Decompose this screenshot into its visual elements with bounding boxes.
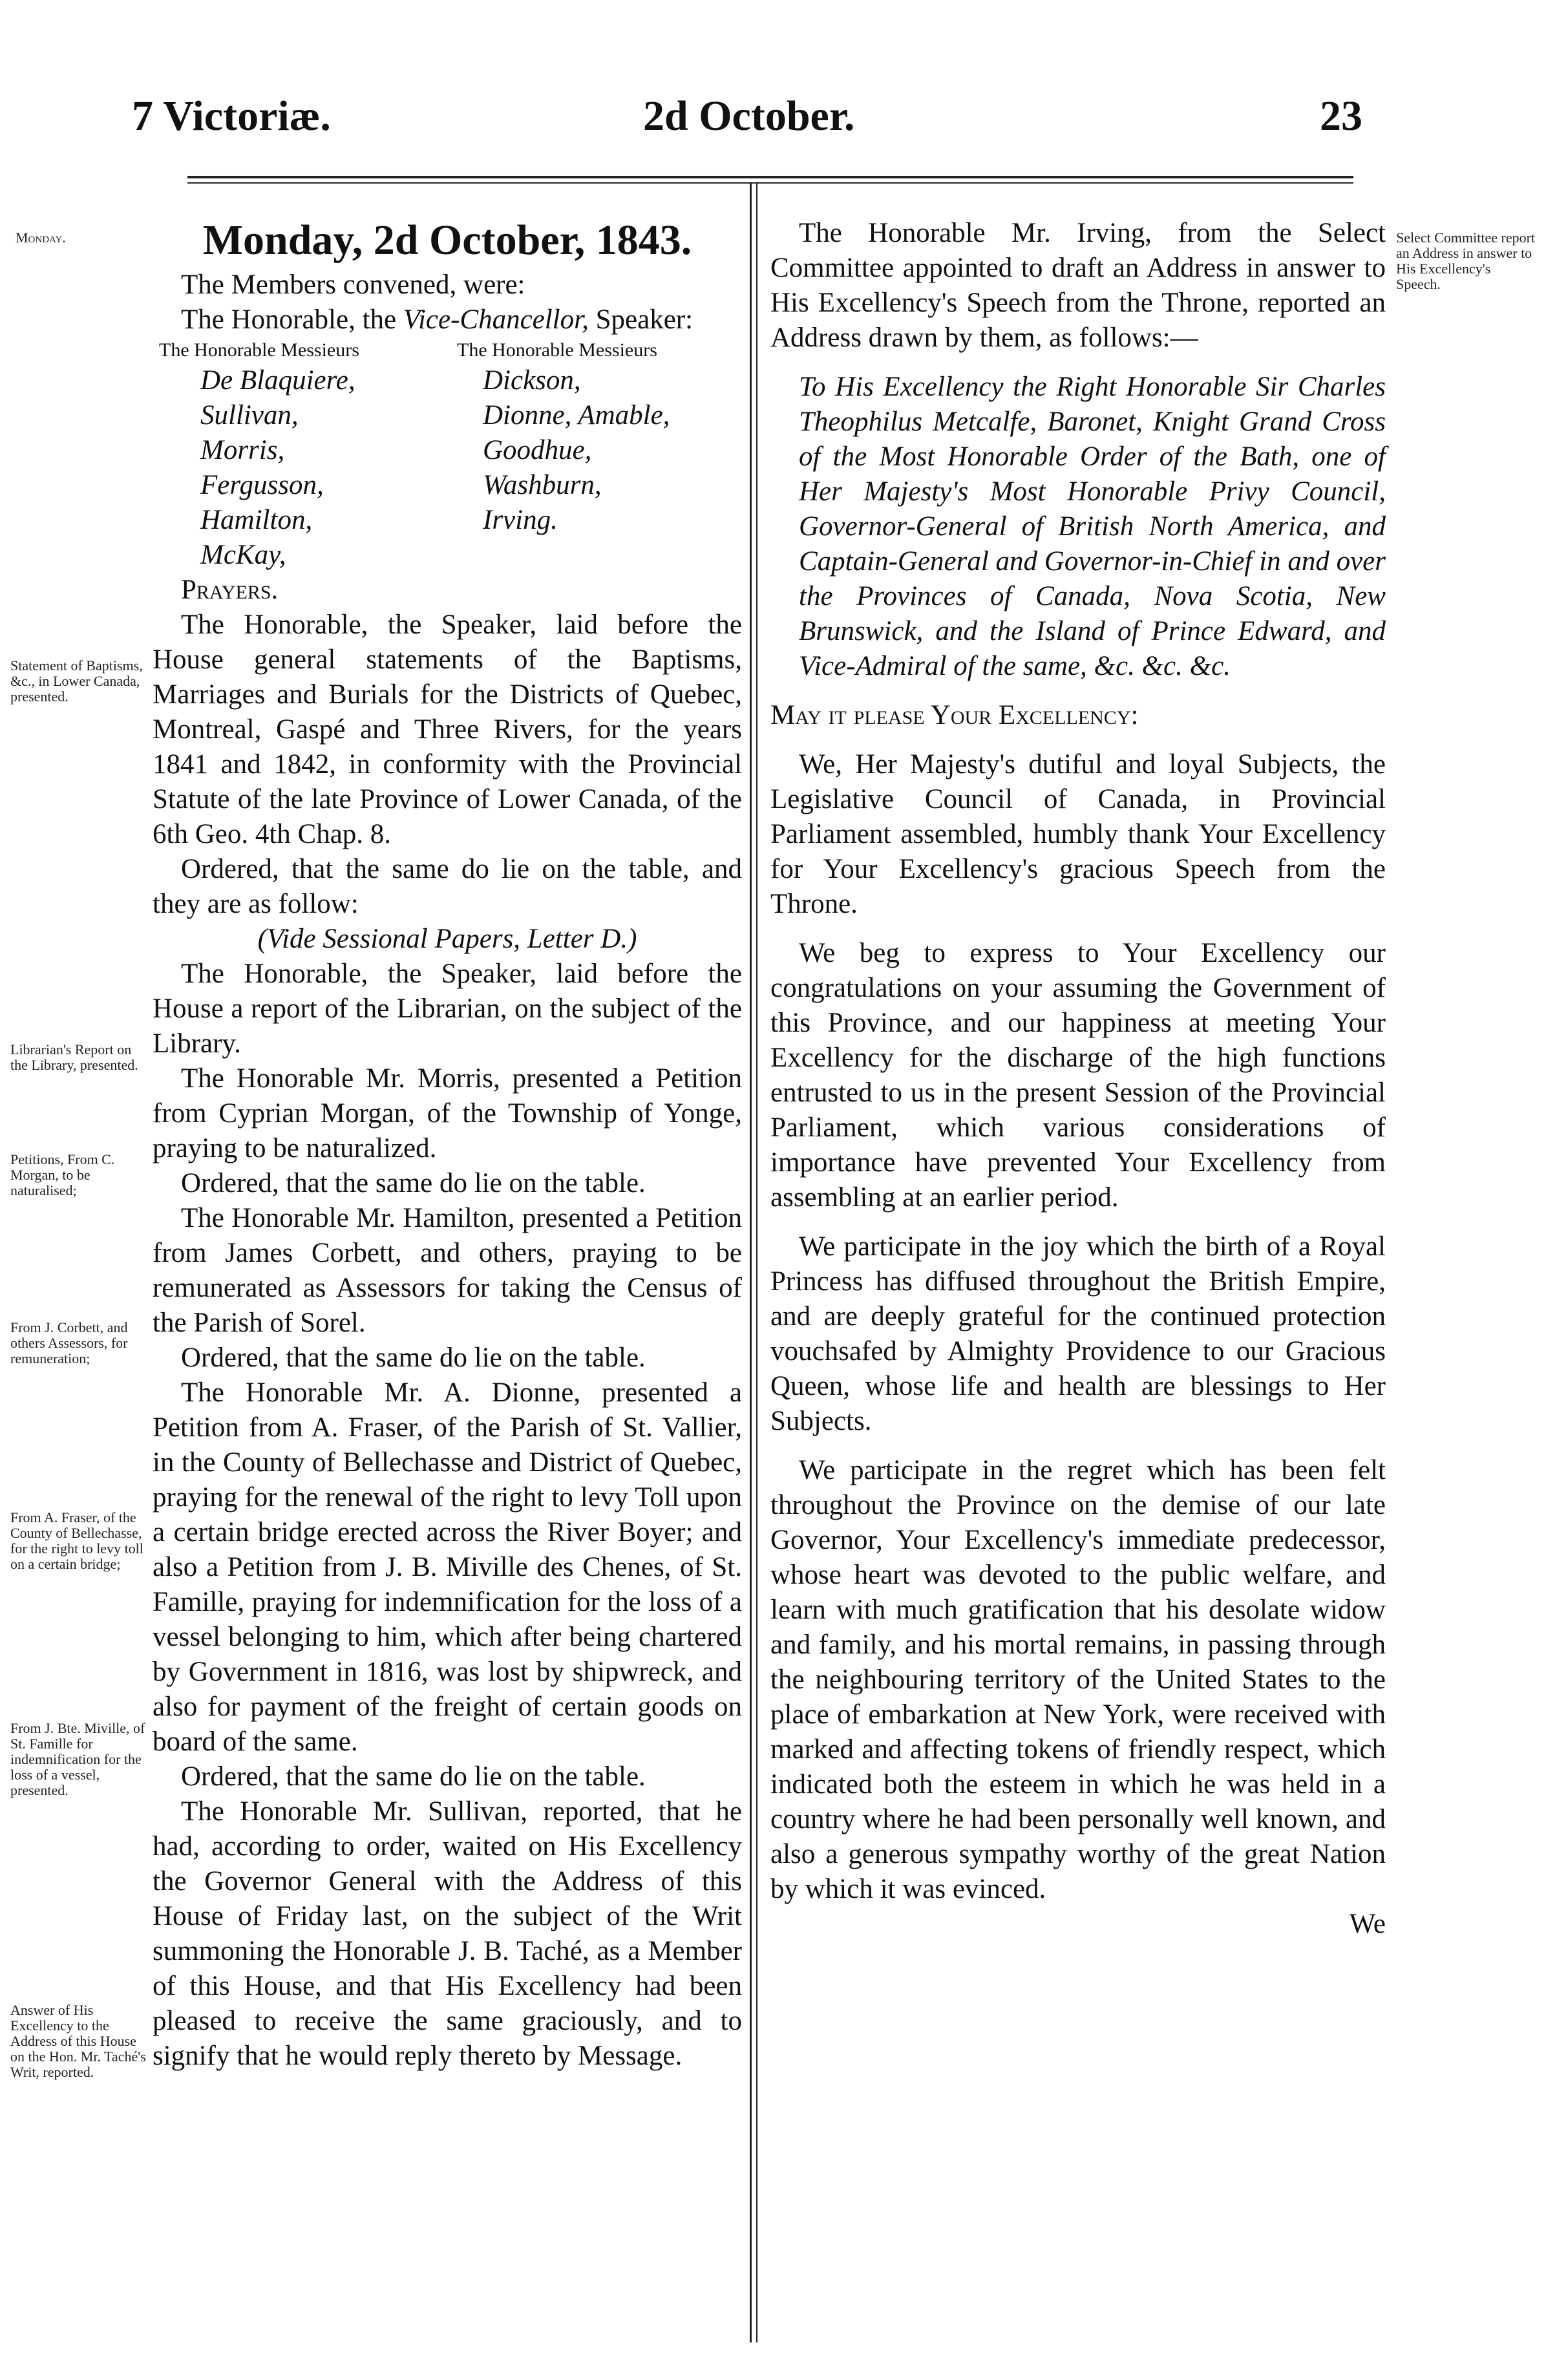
members-list <box>159 337 742 573</box>
members-convened: The Members convened, were: <box>181 270 525 300</box>
ordered-fraser: Ordered, that the same do lie on the table. <box>181 1761 646 1792</box>
paragraph-petition-fraser: The Honorable Mr. A. Dionne, presented a Petition from A. Fraser, of the Parish of St. Vallier, in the County of Bellechasse and District of Quebec, praying for the renewal of the right to levy Toll upon a certain bridge erected across the River Boyer; and also a Petition from J. B. Miville des Chenes, of St. Famille, praying for indemnification for the loss of a vessel belonging to him, which after being chartered by Government in 1816, was lost by shipwreck, and also for payment of the freight of certain goods on board of the same. <box>153 1377 742 1757</box>
address-paragraph-1: We, Her Majesty's dutiful and loyal Subjects, the Legislative Council of Canada, in Provincial Parliament assembled, humbly thank Your Excellency for Your Excellency's gracious Speech from the Throne. <box>770 749 1386 919</box>
member-name: Goodhue, <box>483 435 592 465</box>
margin-note-answer-address: Answer of His Excellency to the Address of this House on the Hon. Mr. Taché's Writ, reported. <box>10 2002 146 2080</box>
address-paragraph-2: We beg to express to Your Excellency our congratulations on your assuming the Government of this Province, and our happiness at meeting Your Excellency for the discharge of the high functions entrusted to us in the present Session of the Provincial Parliament, which various considerations of importance have prevented Your Excellency from assembling at an earlier period. <box>770 938 1386 1213</box>
prayers-heading: Prayers. <box>181 575 279 605</box>
member-name: Morris, <box>200 435 285 465</box>
member-name: Fergusson, <box>200 470 324 500</box>
member-name: Washburn, <box>483 470 602 500</box>
paragraph-irving-report: The Honorable Mr. Irving, from the Select Committee appointed to draft an Address in answer to His Excellency's Speech from the Throne, reported an Address drawn by them, as follows:— <box>770 218 1386 353</box>
margin-note-statement-baptisms: Statement of Baptisms, &c., in Lower Canada, presented. <box>10 657 143 705</box>
paragraph-sullivan-report: The Honorable Mr. Sullivan, reported, that he had, according to order, waited on His Excellency the Governor General with the Address of this House of Friday last, on the subject of the Writ summoning the Honorable J. B. Taché, as a Member of this House, and that His Excellency had been pleased to receive the same graciously, and to signify that he would reply thereto by Message. <box>153 1796 742 2071</box>
paragraph-petition-corbett: The Honorable Mr. Hamilton, presented a Petition from James Corbett, and others, praying to be remunerated as Assessors for taking the Census of the Parish of Sorel. <box>153 1203 742 1338</box>
header-page-number: 23 <box>1320 92 1362 140</box>
address-salutation: May it please Your Excellency: <box>770 700 1139 730</box>
header-rule-bottom <box>187 182 1353 184</box>
ordered-statements: Ordered, that the same do lie on the table, and they are as follow: <box>153 854 742 919</box>
margin-note-petition-morgan: Petitions, From C. Morgan, to be naturalised; <box>10 1151 115 1198</box>
speaker-line: The Honorable, the Vice-Chancellor, Speaker: <box>181 304 694 335</box>
margin-note-day: Monday. <box>16 229 66 246</box>
vide-sessional-papers: (Vide Sessional Papers, Letter D.) <box>257 924 637 954</box>
member-name: Hamilton, <box>200 505 313 535</box>
members-list-right: The Honorable Messieurs Dickson, Dionne, Amable, Goodhue, Washburn, Irving. <box>457 337 742 573</box>
member-name: Dickson, <box>483 365 581 396</box>
header-rule-top <box>187 176 1353 178</box>
member-name: De Blaquiere, <box>200 365 355 396</box>
header-date: 2d October. <box>643 92 855 140</box>
member-name: Irving. <box>483 505 558 535</box>
paragraph-statements: The Honorable, the Speaker, laid before the House general statements of the Baptisms, Marriages and Burials for the Districts of Quebec, Montreal, Gaspé and Three Rivers, for the years 1841 and 1842, in conformity with the Provincial Statute of the late Province of Lower Canada, of the 6th Geo. 4th Chap. 8. <box>153 610 742 849</box>
ordered-corbett: Ordered, that the same do lie on the table. <box>181 1343 646 1373</box>
column-divider-right <box>756 184 757 2343</box>
paragraph-librarian: The Honorable, the Speaker, laid before the House a report of the Librarian, on the subject of the Library. <box>153 959 742 1059</box>
margin-note-select-committee: Select Committee report an Address in answer to His Excellency's Speech. <box>1396 229 1536 292</box>
margin-note-petition-fraser: From A. Fraser, of the County of Bellechasse, for the right to levy toll on a certain bridge; <box>10 1509 143 1572</box>
member-name: McKay, <box>200 540 286 570</box>
right-column <box>770 216 1386 1942</box>
member-name: Dionne, Amable, <box>483 400 670 430</box>
catchword: We <box>1349 1909 1386 1939</box>
address-paragraph-4: We participate in the regret which has been felt throughout the Province on the demise of our late Governor, Your Excellency's immediate predecessor, whose heart was devoted to the public welfare, and learn with much gratification that his desolate widow and family, and his mortal remains, in passing through the neighbouring territory of the United States to the place of embarkation at New York, were received with marked and affecting tokens of friendly respect, which indicated both the esteem in which he was held in a country where he had been personally well known, and also a generous sympathy worthy of the great Nation by which it was evinced. <box>770 1455 1386 1904</box>
left-column <box>153 213 742 2074</box>
ordered-morgan: Ordered, that the same do lie on the table. <box>181 1168 646 1198</box>
margin-note-petition-miville: From J. Bte. Miville, of St. Famille for indemnification for the loss of a vessel, presented. <box>10 1720 145 1798</box>
address-paragraph-3: We participate in the joy which the birth of a Royal Princess has diffused throughout the British Empire, and are deeply grateful for the continued protection vouchsafed by Almighty Providence to our Gracious Queen, whose life and health are blessings to Her Subjects. <box>770 1231 1386 1436</box>
paragraph-petition-morgan: The Honorable Mr. Morris, presented a Petition from Cyprian Morgan, of the Township of Yonge, praying to be naturalized. <box>153 1063 742 1163</box>
margin-note-petition-corbett: From J. Corbett, and others Assessors, for remuneration; <box>10 1319 128 1366</box>
margin-note-librarian-report: Librarian's Report on the Library, presented. <box>10 1041 138 1073</box>
header-regnal-year: 7 Victoriæ. <box>132 92 331 140</box>
address-recipient: To His Excellency the Right Honorable Sir Charles Theophilus Metcalfe, Baronet, Knight Grand Cross of the Most Honorable Order of the Bath, one of Her Majesty's Most Honorable Privy Council, Governor-General of British North America, and Captain-General and Governor-in-Chief in and over the Provinces of Canada, Nova Scotia, New Brunswick, and the Island of Prince Edward, and Vice-Admiral of the same, &c. &c. &c. <box>799 372 1386 681</box>
members-list-left: The Honorable Messieurs De Blaquiere, Sullivan, Morris, Fergusson, Hamilton, McKay, <box>159 337 444 573</box>
day-heading: Monday, 2d October, 1843. <box>202 217 692 264</box>
column-divider-left <box>750 184 752 2343</box>
member-name: Sullivan, <box>200 400 299 430</box>
